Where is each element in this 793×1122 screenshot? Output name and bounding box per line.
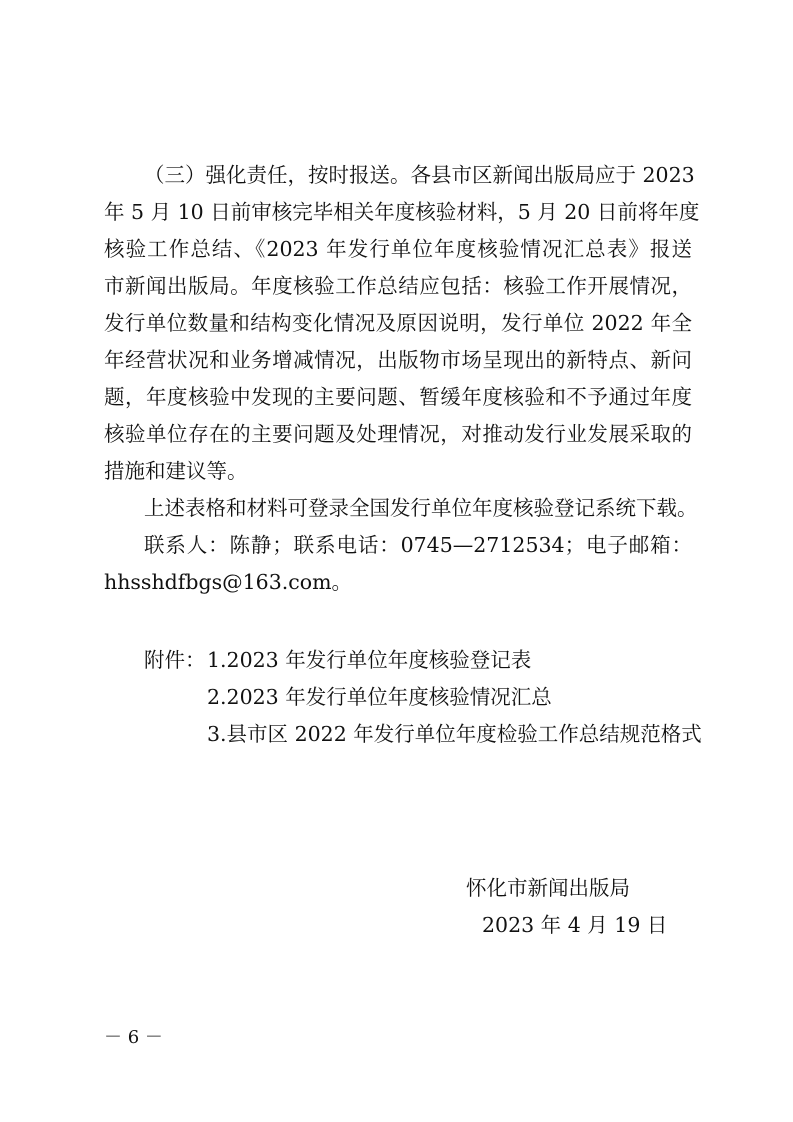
attachments-label: 附件： — [144, 648, 206, 672]
signature-date: 2023 年 4 月 19 日 — [482, 913, 668, 937]
contact-info: 联系人：陈静；联系电话：0745—2712534；电子邮箱： — [144, 533, 692, 557]
contact-email: hhsshdfbgs@163.com。 — [104, 570, 353, 594]
attachment-item: 3.县市区 2022 年发行单位年度检验工作总结规范格式 — [207, 722, 702, 746]
paragraph-line: 市新闻出版局。年度核验工作总结应包括：核验工作开展情况， — [104, 274, 692, 298]
signature-org: 怀化市新闻出版局 — [466, 876, 630, 900]
download-note: 上述表格和材料可登录全国发行单位年度核验登记系统下载。 — [144, 496, 698, 520]
paragraph-line: 年 5 月 10 日前审核完毕相关年度核验材料，5 月 20 日前将年度 — [104, 200, 700, 224]
paragraph-line: 题，年度核验中发现的主要问题、暂缓年度核验和不予通过年度 — [104, 385, 692, 409]
page-number: － 6 － — [104, 1027, 163, 1048]
paragraph-line: 核验单位存在的主要问题及处理情况，对推动发行业发展采取的 — [104, 422, 692, 446]
paragraph-line: （三）强化责任，按时报送。各县市区新闻出版局应于 2023 — [144, 163, 695, 187]
paragraph-line: 发行单位数量和结构变化情况及原因说明，发行单位 2022 年全 — [104, 311, 692, 335]
paragraph-line: 年经营状况和业务增减情况，出版物市场呈现出的新特点、新问 — [104, 348, 692, 372]
paragraph-line: 核验工作总结、《2023 年发行单位年度核验情况汇总表》报送 — [104, 237, 692, 261]
attachment-item: 2.2023 年发行单位年度核验情况汇总 — [207, 685, 552, 709]
attachment-item: 1.2023 年发行单位年度核验登记表 — [207, 648, 532, 672]
paragraph-line: 措施和建议等。 — [104, 459, 248, 483]
